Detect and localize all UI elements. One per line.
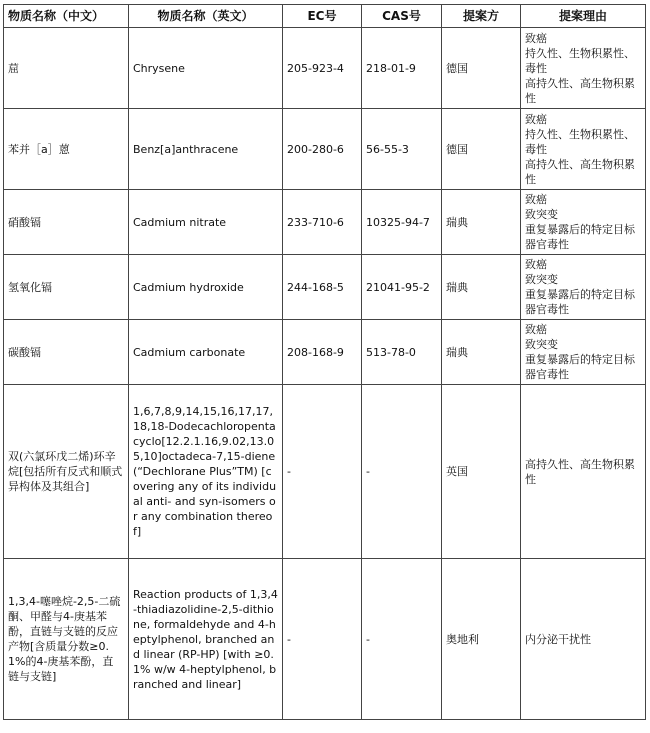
table-row: [4, 320, 646, 385]
reason-line: 致癌: [525, 258, 547, 271]
cell-ec: -: [283, 559, 362, 720]
header-name-en: 物质名称（英文）: [129, 5, 283, 28]
cell-name-en: Cadmium hydroxide: [129, 255, 283, 320]
reason-line: 致癌: [525, 193, 547, 206]
reason-line: 高持久性、高生物积累性: [525, 457, 635, 486]
reason-line: 致癌: [525, 323, 547, 336]
header-reason: 提案理由: [521, 5, 646, 28]
header-row: [4, 5, 646, 28]
cell-proposer: 奥地利: [442, 559, 521, 720]
cell-reason: [521, 255, 646, 320]
table-row: [4, 28, 646, 109]
table-row: [4, 559, 646, 720]
cell-ec: 205-923-4: [283, 28, 362, 109]
cell-name-en: Reaction products of 1,3,4-thiadiazolidine-2,5-dithione, formaldehyde and 4-heptylphenol, branched and linear (RP-HP) [with ≥0.1% w/w 4-heptylphenol, branched and linear]: [129, 559, 283, 720]
reason-line: 重复暴露后的特定目标器官毒性: [525, 353, 635, 381]
cell-name-cn: 硝酸镉: [4, 190, 129, 255]
cell-ec: 208-168-9: [283, 320, 362, 385]
cell-name-cn: 1,3,4-噻唑烷-2,5-二硫酮、甲醛与4-庚基苯酚，直链与支链的反应产物[含质量分数≥0.1%的4-庚基苯酚，直链与支链]: [4, 559, 129, 720]
cell-reason: [521, 190, 646, 255]
cell-name-en: 1,6,7,8,9,14,15,16,17,17,18,18-Dodecachloropentacyclo[12.2.1.16,9.02,13.05,10]octadeca-7,15-diene (“Dechlorane Plus”TM) [covering any of its individual anti- and syn-isomers or any combination thereof]: [129, 385, 283, 559]
cell-cas: 218-01-9: [362, 28, 442, 109]
cell-cas: 513-78-0: [362, 320, 442, 385]
header-cas: CAS号: [362, 5, 442, 28]
cell-ec: 244-168-5: [283, 255, 362, 320]
reason-line: 致癌: [525, 31, 547, 45]
cell-reason: [521, 320, 646, 385]
header-ec: EC号: [283, 5, 362, 28]
cell-name-en: Cadmium carbonate: [129, 320, 283, 385]
header-proposer: 提案方: [442, 5, 521, 28]
cell-proposer: 瑞典: [442, 320, 521, 385]
reason-line: 高持久性、高生物积累性: [525, 76, 635, 105]
reason-line: 持久性、生物积累性、毒性: [525, 46, 635, 75]
cell-ec: -: [283, 385, 362, 559]
cell-proposer: 德国: [442, 28, 521, 109]
reason-line: 致突变: [525, 273, 558, 286]
cell-reason: [521, 109, 646, 190]
cell-cas: -: [362, 385, 442, 559]
cell-proposer: 英国: [442, 385, 521, 559]
cell-ec: 233-710-6: [283, 190, 362, 255]
svhc-proposal-table: [3, 4, 646, 720]
cell-name-cn: 䓛: [4, 28, 129, 109]
cell-name-en: Cadmium nitrate: [129, 190, 283, 255]
cell-name-en: Chrysene: [129, 28, 283, 109]
cell-proposer: 德国: [442, 109, 521, 190]
cell-name-cn: 苯并［a］蒽: [4, 109, 129, 190]
cell-name-cn: 氢氧化镉: [4, 255, 129, 320]
cell-proposer: 瑞典: [442, 255, 521, 320]
reason-line: 重复暴露后的特定目标器官毒性: [525, 223, 635, 251]
table-row: [4, 255, 646, 320]
table-row: [4, 385, 646, 559]
cell-reason: [521, 385, 646, 559]
header-name-cn: 物质名称（中文）: [4, 5, 129, 28]
reason-line: 致突变: [525, 208, 558, 221]
cell-cas: 21041-95-2: [362, 255, 442, 320]
reason-line: 高持久性、高生物积累性: [525, 157, 635, 186]
cell-proposer: 瑞典: [442, 190, 521, 255]
cell-name-cn: 双(六氯环戊二烯)环辛烷[包括所有反式和顺式异构体及其组合]: [4, 385, 129, 559]
cell-name-cn: 碳酸镉: [4, 320, 129, 385]
table-row: [4, 190, 646, 255]
cell-cas: 56-55-3: [362, 109, 442, 190]
cell-cas: -: [362, 559, 442, 720]
cell-name-en: Benz[a]anthracene: [129, 109, 283, 190]
table-row: [4, 109, 646, 190]
cell-reason: [521, 28, 646, 109]
reason-line: 内分泌干扰性: [525, 632, 591, 646]
reason-line: 重复暴露后的特定目标器官毒性: [525, 288, 635, 316]
reason-line: 致癌: [525, 112, 547, 126]
cell-reason: [521, 559, 646, 720]
reason-line: 致突变: [525, 338, 558, 351]
reason-line: 持久性、生物积累性、毒性: [525, 127, 635, 156]
cell-cas: 10325-94-7: [362, 190, 442, 255]
cell-ec: 200-280-6: [283, 109, 362, 190]
